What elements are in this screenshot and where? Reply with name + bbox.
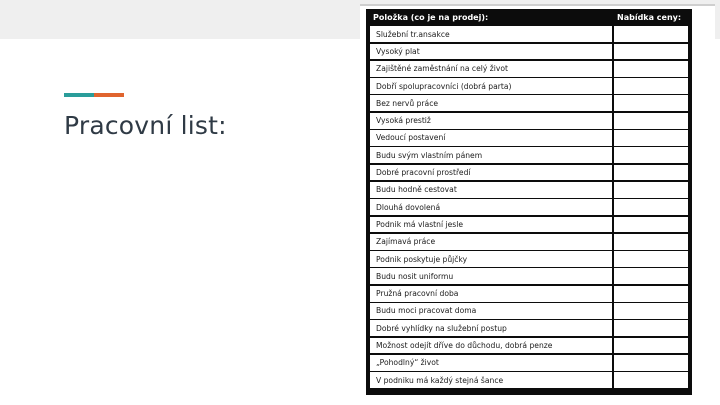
worksheet-offer-cell bbox=[614, 130, 688, 146]
worksheet-offer-cell bbox=[614, 165, 688, 181]
worksheet-item: V podniku má každý stejná šance bbox=[370, 372, 612, 388]
worksheet-item: Podnik má vlastní jesle bbox=[370, 217, 612, 233]
worksheet-table bbox=[370, 9, 688, 395]
worksheet-offer-cell bbox=[614, 26, 688, 42]
worksheet-offer-cell bbox=[614, 320, 688, 336]
worksheet-item: Podnik poskytuje půjčky bbox=[370, 251, 612, 267]
worksheet-offer-cell bbox=[614, 182, 688, 198]
worksheet-offer-cell bbox=[614, 372, 688, 388]
worksheet-item: Bez nervů práce bbox=[370, 95, 612, 111]
worksheet-item: Zajištěné zaměstnání na celý život bbox=[370, 61, 612, 77]
worksheet-item: Dobré vyhlídky na služební postup bbox=[370, 320, 612, 336]
worksheet-offer-cell bbox=[614, 78, 688, 94]
accent-teal bbox=[64, 93, 94, 97]
worksheet-scan bbox=[366, 9, 692, 395]
worksheet-offer-cell bbox=[614, 286, 688, 302]
worksheet-offer-cell bbox=[614, 355, 688, 371]
accent-orange bbox=[94, 93, 124, 97]
worksheet-item: Vysoká prestiž bbox=[370, 113, 612, 129]
worksheet-offer-cell bbox=[614, 95, 688, 111]
worksheet-item: Možnost odejít dříve do důchodu, dobrá penze bbox=[370, 338, 612, 354]
worksheet-item: Dobré pracovní prostředí bbox=[370, 165, 612, 181]
worksheet-offer-cell bbox=[614, 61, 688, 77]
worksheet-item: Vysoký plat bbox=[370, 44, 612, 60]
worksheet-offer-cell bbox=[614, 217, 688, 233]
worksheet-item: Vedoucí postavení bbox=[370, 130, 612, 146]
worksheet-offer-cell bbox=[614, 44, 688, 60]
worksheet-offer-cell bbox=[614, 234, 688, 250]
worksheet-item: Budu moci pracovat doma bbox=[370, 303, 612, 319]
worksheet-item: Služební tr.ansakce bbox=[370, 26, 612, 42]
worksheet-offer-cell bbox=[614, 113, 688, 129]
worksheet-item: Budu hodně cestovat bbox=[370, 182, 612, 198]
slide-title: Pracovní list: bbox=[64, 111, 227, 140]
worksheet-item: „Pohodlný“ život bbox=[370, 355, 612, 371]
worksheet-item: Budu svým vlastním pánem bbox=[370, 147, 612, 163]
worksheet-item: Pružná pracovní doba bbox=[370, 286, 612, 302]
worksheet-item: Zajímavá práce bbox=[370, 234, 612, 250]
worksheet-item: Dlouhá dovolená bbox=[370, 199, 612, 215]
worksheet-item: Budu nosit uniformu bbox=[370, 268, 612, 284]
column-header-item: Položka (co je na prodej): bbox=[373, 13, 489, 23]
worksheet-item: Dobří spolupracovníci (dobrá parta) bbox=[370, 78, 612, 94]
worksheet-offer-cell bbox=[614, 338, 688, 354]
worksheet-offer-cell bbox=[614, 268, 688, 284]
worksheet-offer-cell bbox=[614, 303, 688, 319]
column-header-offer: Nabídka ceny: bbox=[617, 13, 682, 23]
worksheet-offer-cell bbox=[614, 251, 688, 267]
worksheet-offer-cell bbox=[614, 147, 688, 163]
title-accent-bar bbox=[64, 93, 124, 97]
worksheet-offer-cell bbox=[614, 199, 688, 215]
